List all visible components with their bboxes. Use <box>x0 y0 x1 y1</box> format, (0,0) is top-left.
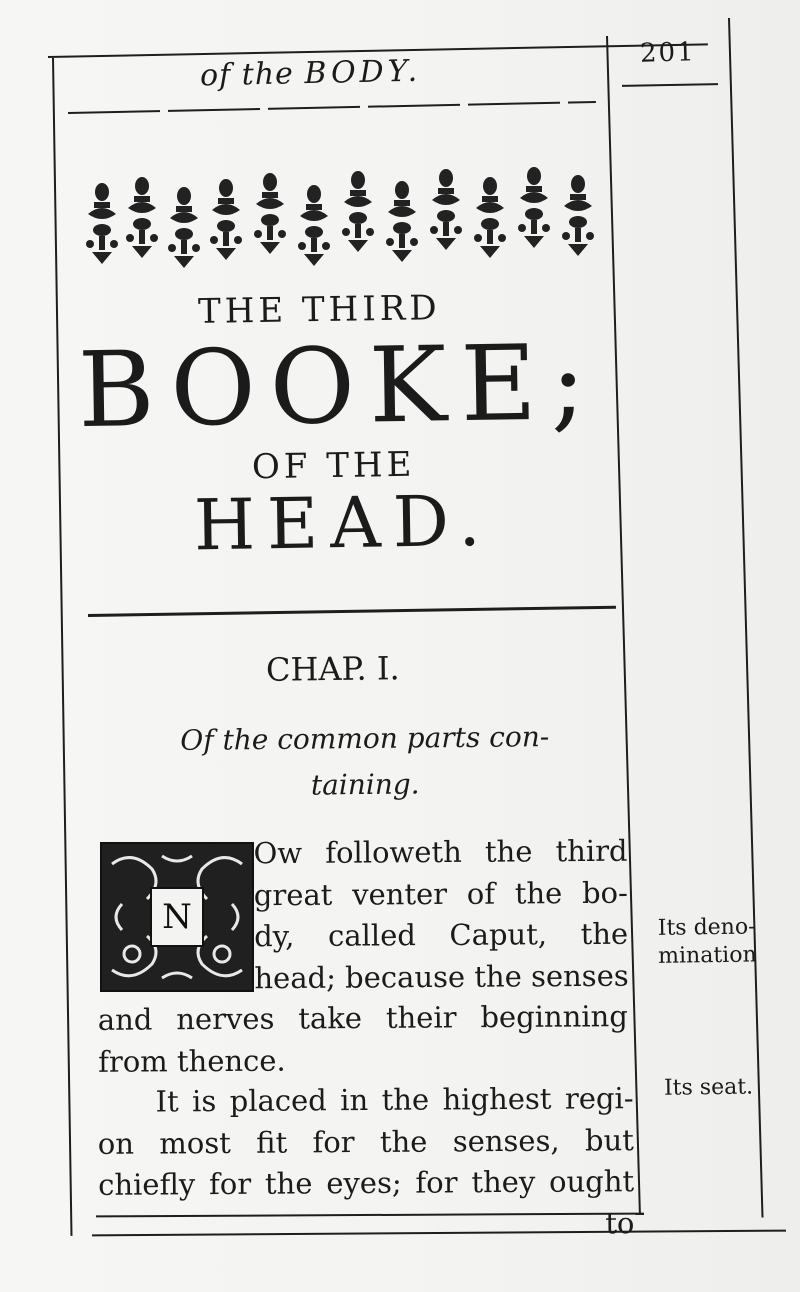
chapter-subtitle <box>160 714 571 810</box>
running-head <box>200 54 422 94</box>
text-line: dy, called Caput, the <box>254 916 629 954</box>
drop-cap-letter: N <box>150 887 204 947</box>
title-line-head: HEAD. <box>193 479 494 567</box>
margin-note-denomination <box>658 913 779 971</box>
text-line: head; because the senses <box>254 958 629 995</box>
ornament-band-icon <box>82 152 602 272</box>
frame-left-rule <box>52 58 73 1236</box>
paragraph-1-continued <box>98 996 629 1083</box>
text-line: and nerves take their beginning <box>97 999 628 1037</box>
chapter-heading: CHAP. I. <box>265 649 400 689</box>
paragraph-1-beside-dropcap <box>253 831 628 1000</box>
running-head-rule <box>68 101 596 114</box>
text-line: It is placed in the highest regi- <box>155 1081 634 1119</box>
catchword: to <box>605 1205 635 1240</box>
title-line-booke: BOOKE; <box>77 320 601 452</box>
page-number: 201 <box>639 37 697 69</box>
chapter-subtitle-line-1: Of the common parts con- <box>180 720 550 757</box>
frame-right-rule <box>728 18 764 1218</box>
margin-note-seat: Its seat. <box>663 1074 754 1101</box>
text-line: great venter of the bo- <box>253 875 628 912</box>
text-line: chiefly for the eyes; for they ought <box>98 1164 635 1202</box>
text-line: from thence. <box>98 1043 286 1079</box>
paragraph-2 <box>97 1078 634 1248</box>
margin-note-line: Its deno- <box>657 914 756 941</box>
text-line: on most fit for the senses, but <box>97 1122 634 1161</box>
title-line-the-third: THE THIRD <box>197 288 441 332</box>
page-number-rule <box>622 83 718 87</box>
title-separator-rule <box>88 606 616 617</box>
chapter-subtitle-line-2: taining. <box>310 767 420 802</box>
running-head-body: BODY. <box>304 53 422 92</box>
running-head-of-the: of the <box>199 56 295 94</box>
title-line-of-the: OF THE <box>251 444 416 488</box>
margin-note-line: mination <box>658 942 757 969</box>
text-line: Ow followeth the third <box>253 833 628 871</box>
drop-cap-ornament <box>100 842 254 992</box>
